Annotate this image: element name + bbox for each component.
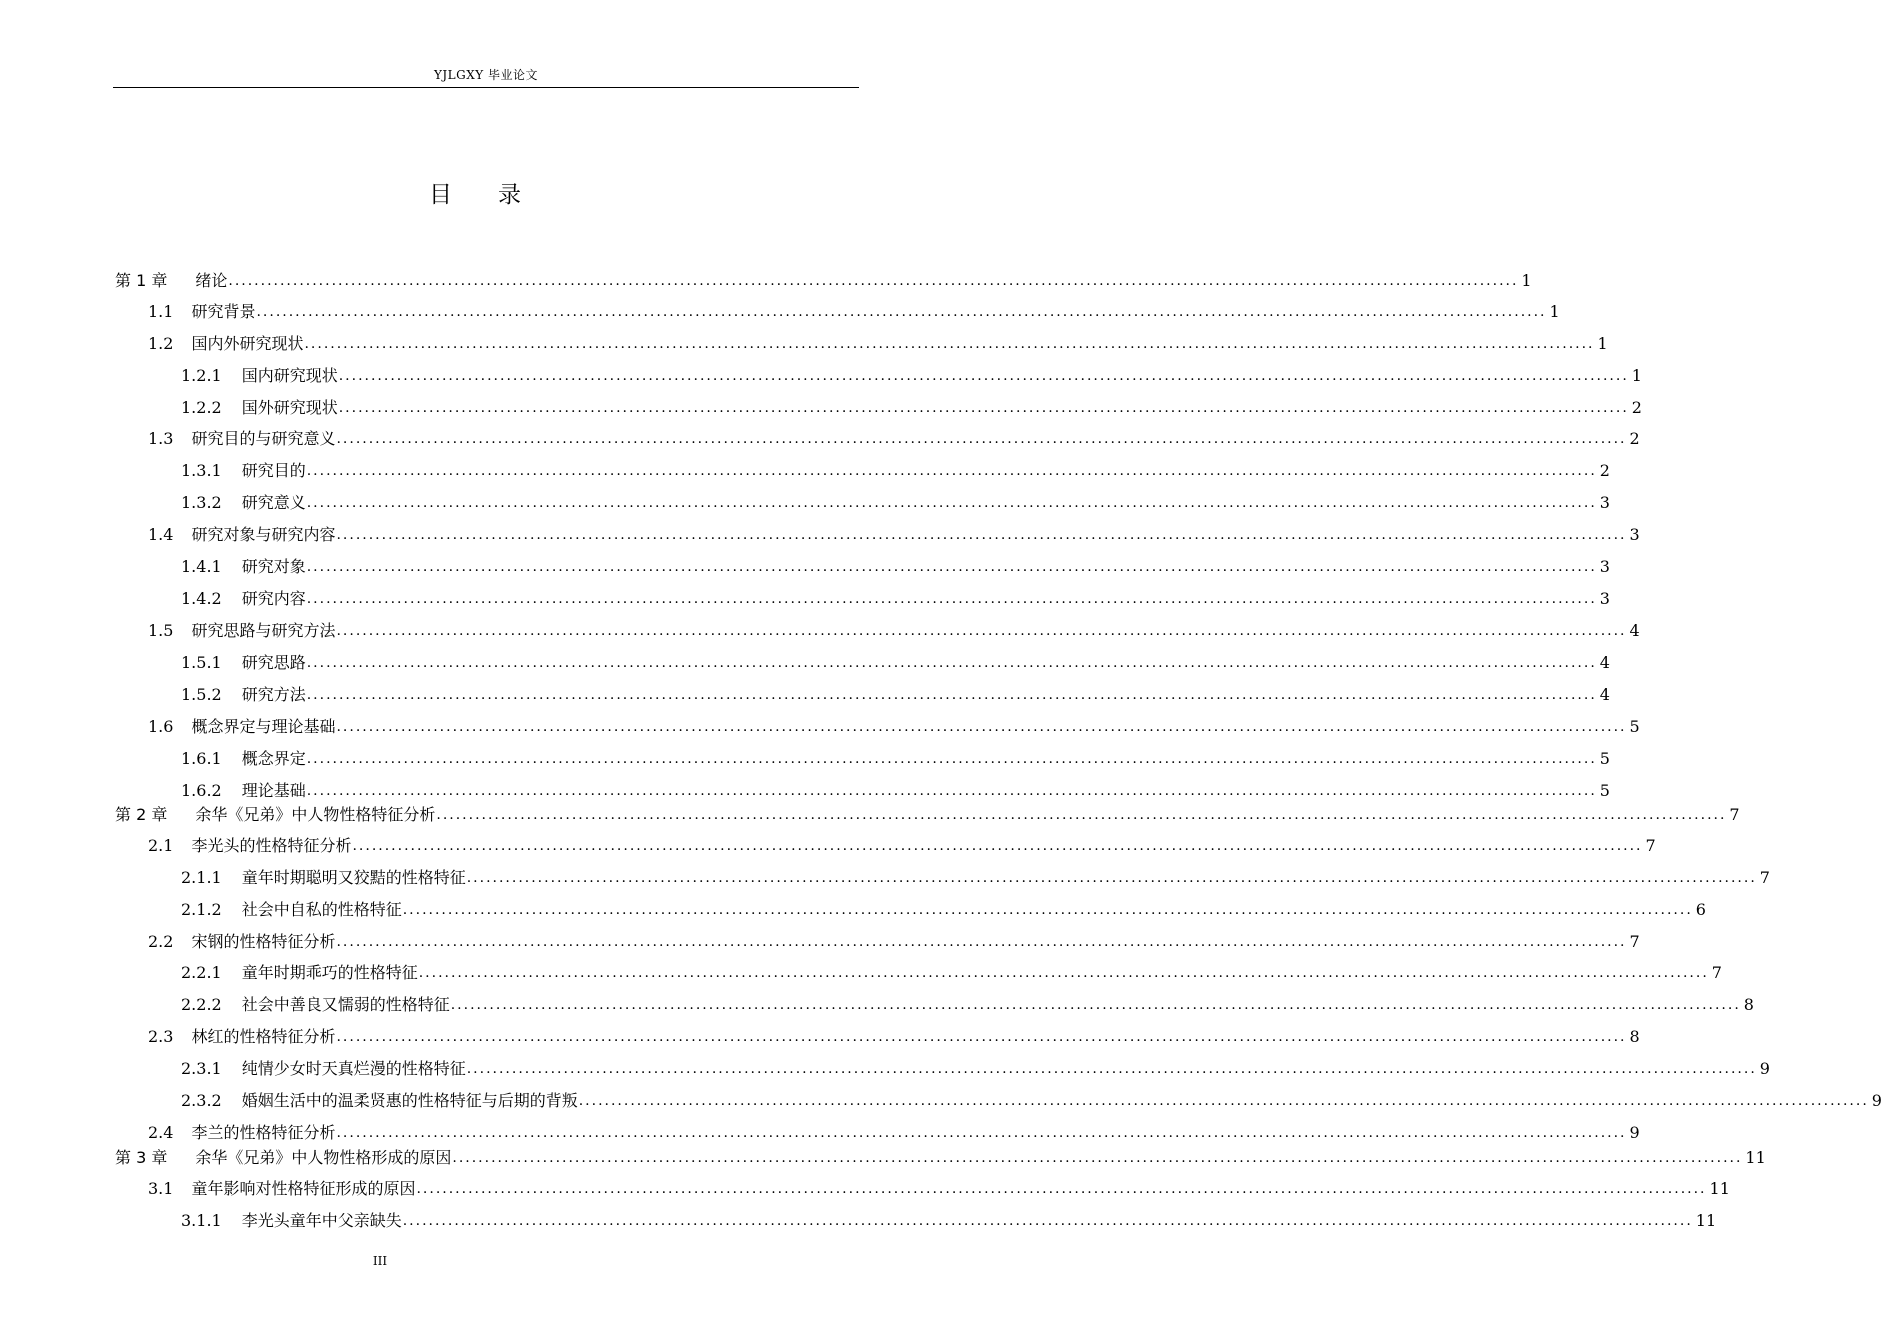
toc-entry-title: 国内外研究现状 (191, 334, 304, 353)
toc-entry-number: 1.2 (148, 334, 174, 353)
toc-entry-page: 1 (1521, 271, 1532, 290)
toc-entry-page: 8 (1743, 995, 1754, 1014)
toc-entry[interactable] (0, 1210, 1717, 1232)
toc-entry-title: 理论基础 (241, 781, 306, 800)
toc-entry-number: 1.6 (148, 717, 174, 736)
toc-entry-number: 第 2 章 (115, 805, 168, 824)
toc-entry-title: 李兰的性格特征分析 (191, 1123, 336, 1142)
toc-dot-leader: ........................................................................................................................................................................................................ (338, 368, 1629, 384)
toc-entry-title: 研究对象 (241, 557, 306, 576)
toc-entry-number: 1.5 (148, 621, 174, 640)
toc-entry-title: 余华《兄弟》中人物性格形成的原因 (195, 1148, 452, 1167)
toc-entry-number: 1.3 (148, 429, 174, 448)
toc-entry-page: 6 (1695, 900, 1706, 919)
toc-entry-number: 1.5.1 (181, 653, 222, 672)
toc-entry-number: 2.3.1 (181, 1059, 222, 1078)
page-number: III (372, 1254, 388, 1268)
toc-entry[interactable] (0, 524, 1640, 546)
toc-entry-page: 1 (1631, 366, 1642, 385)
toc-dot-leader: ........................................................................................................................................................................................................ (306, 495, 1597, 511)
toc-entry-title: 童年时期聪明又狡黠的性格特征 (241, 868, 466, 887)
toc-entry[interactable] (0, 716, 1640, 738)
toc-dot-leader: ........................................................................................................................................................................................................ (306, 559, 1597, 575)
toc-entry[interactable] (0, 931, 1640, 953)
toc-entry-number: 第 3 章 (115, 1148, 168, 1167)
toc-entry[interactable] (0, 397, 1642, 419)
toc-dot-leader: ........................................................................................................................................................................................................ (336, 934, 1627, 950)
toc-dot-leader: ........................................................................................................................................................................................................ (306, 783, 1597, 799)
toc-entry-page: 4 (1599, 653, 1610, 672)
toc-chapter-entry[interactable] (0, 270, 1532, 292)
toc-entry[interactable] (0, 962, 1722, 984)
toc-entry-title: 婚姻生活中的温柔贤惠的性格特征与后期的背叛 (241, 1091, 578, 1110)
toc-entry-page: 11 (1745, 1148, 1766, 1167)
toc-entry[interactable] (0, 1178, 1730, 1200)
toc-dot-leader: ........................................................................................................................................................................................................ (304, 336, 1595, 352)
toc-entry[interactable] (0, 748, 1610, 770)
toc-entry[interactable] (0, 899, 1706, 921)
toc-dot-leader: ........................................................................................................................................................................................................ (452, 1150, 1743, 1166)
toc-entry[interactable] (0, 428, 1640, 450)
toc-entry-page: 1 (1597, 334, 1608, 353)
toc-dot-leader: ........................................................................................................................................................................................................ (336, 1125, 1627, 1141)
toc-entry-page: 9 (1871, 1091, 1882, 1110)
toc-entry-title: 国外研究现状 (241, 398, 338, 417)
toc-entry-number: 2.2 (148, 932, 174, 951)
toc-entry[interactable] (0, 365, 1642, 387)
toc-dot-leader: ........................................................................................................................................................................................................ (336, 1029, 1627, 1045)
toc-entry-page: 3 (1599, 557, 1610, 576)
toc-entry[interactable] (0, 994, 1754, 1016)
toc-entry-title: 童年时期乖巧的性格特征 (241, 963, 418, 982)
header-rule (113, 87, 859, 88)
toc-entry-title: 概念界定与理论基础 (191, 717, 336, 736)
toc-entry-page: 4 (1599, 685, 1610, 704)
page-title-part2: 录 (498, 182, 521, 208)
toc-entry-title: 李光头童年中父亲缺失 (241, 1211, 402, 1230)
toc-dot-leader: ........................................................................................................................................................................................................ (306, 687, 1597, 703)
toc-entry-number: 1.5.2 (181, 685, 222, 704)
running-header: YJLGXY 毕业论文 (433, 68, 539, 82)
toc-dot-leader: ........................................................................................................................................................................................................ (402, 902, 1693, 918)
toc-entry-page: 9 (1759, 1059, 1770, 1078)
toc-dot-leader: ........................................................................................................................................................................................................ (336, 719, 1627, 735)
toc-entry-title: 纯情少女时天真烂漫的性格特征 (241, 1059, 466, 1078)
toc-entry[interactable] (0, 1090, 1882, 1112)
toc-entry-page: 4 (1629, 621, 1640, 640)
toc-entry-number: 1.6.2 (181, 781, 222, 800)
toc-entry-page: 2 (1599, 461, 1610, 480)
toc-entry-title: 研究方法 (241, 685, 306, 704)
toc-entry-title: 绪论 (195, 271, 228, 290)
toc-entry-title: 社会中自私的性格特征 (241, 900, 402, 919)
page-title (0, 176, 950, 209)
toc-entry-title: 国内研究现状 (241, 366, 338, 385)
toc-dot-leader: ........................................................................................................................................................................................................ (306, 463, 1597, 479)
toc-entry-number: 1.2.2 (181, 398, 222, 417)
toc-entry[interactable] (0, 835, 1656, 857)
toc-entry-number: 1.1 (148, 302, 174, 321)
toc-entry-title: 研究目的 (241, 461, 306, 480)
toc-entry-title: 概念界定 (241, 749, 306, 768)
toc-entry[interactable] (0, 492, 1610, 514)
toc-entry[interactable] (0, 1058, 1770, 1080)
toc-dot-leader: ........................................................................................................................................................................................................ (336, 623, 1627, 639)
toc-dot-leader: ........................................................................................................................................................................................................ (306, 591, 1597, 607)
toc-entry[interactable] (0, 588, 1610, 610)
toc-entry-number: 1.4.2 (181, 589, 222, 608)
toc-entry-title: 研究对象与研究内容 (191, 525, 336, 544)
toc-entry-title: 研究背景 (191, 302, 256, 321)
toc-entry-number: 1.6.1 (181, 749, 222, 768)
toc-entry-number: 3.1 (148, 1179, 174, 1198)
toc-entry-title: 李光头的性格特征分析 (191, 836, 352, 855)
toc-entry-number: 1.2.1 (181, 366, 222, 385)
toc-entry-page: 7 (1629, 932, 1640, 951)
toc-entry[interactable] (0, 460, 1610, 482)
toc-dot-leader: ........................................................................................................................................................................................................ (466, 870, 1757, 886)
toc-dot-leader: ........................................................................................................................................................................................................ (450, 997, 1741, 1013)
toc-dot-leader: ........................................................................................................................................................................................................ (306, 751, 1597, 767)
toc-entry-number: 2.3.2 (181, 1091, 222, 1110)
toc-dot-leader: ........................................................................................................................................................................................................ (436, 807, 1727, 823)
toc-entry-number: 2.4 (148, 1123, 174, 1142)
toc-entry[interactable] (0, 652, 1610, 674)
toc-dot-leader: ........................................................................................................................................................................................................ (336, 527, 1627, 543)
toc-dot-leader: ........................................................................................................................................................................................................ (256, 304, 1547, 320)
toc-chapter-entry[interactable] (0, 804, 1740, 826)
toc-entry-title: 研究思路 (241, 653, 306, 672)
toc-entry-number: 2.1 (148, 836, 174, 855)
toc-entry-number: 2.2.2 (181, 995, 222, 1014)
toc-dot-leader: ........................................................................................................................................................................................................ (306, 655, 1597, 671)
toc-entry-number: 2.3 (148, 1027, 174, 1046)
toc-entry-page: 2 (1629, 429, 1640, 448)
toc-entry-page: 5 (1629, 717, 1640, 736)
toc-entry[interactable] (0, 301, 1560, 323)
toc-entry[interactable] (0, 684, 1610, 706)
toc-entry-page: 9 (1629, 1123, 1640, 1142)
toc-entry-title: 宋钢的性格特征分析 (191, 932, 336, 951)
toc-dot-leader: ........................................................................................................................................................................................................ (416, 1181, 1707, 1197)
toc-entry-title: 研究思路与研究方法 (191, 621, 336, 640)
toc-dot-leader: ........................................................................................................................................................................................................ (418, 965, 1709, 981)
toc-dot-leader: ........................................................................................................................................................................................................ (466, 1061, 1757, 1077)
toc-entry-page: 11 (1709, 1179, 1730, 1198)
toc-entry-page: 7 (1729, 805, 1740, 824)
toc-entry-number: 1.3.1 (181, 461, 222, 480)
toc-entry-title: 研究意义 (241, 493, 306, 512)
page-title-part1: 目 (429, 182, 452, 208)
toc-entry-number: 1.4 (148, 525, 174, 544)
toc-entry-title: 社会中善良又懦弱的性格特征 (241, 995, 450, 1014)
toc-entry-number: 2.2.1 (181, 963, 222, 982)
toc-entry-page: 5 (1599, 781, 1610, 800)
toc-entry-number: 2.1.2 (181, 900, 222, 919)
toc-entry-title: 研究目的与研究意义 (191, 429, 336, 448)
toc-entry-number: 3.1.1 (181, 1211, 222, 1230)
toc-dot-leader: ........................................................................................................................................................................................................ (338, 400, 1629, 416)
toc-entry[interactable] (0, 333, 1608, 355)
toc-entry-title: 余华《兄弟》中人物性格特征分析 (195, 805, 436, 824)
toc-entry-number: 1.3.2 (181, 493, 222, 512)
toc-dot-leader: ........................................................................................................................................................................................................ (336, 431, 1627, 447)
toc-entry-number: 第 1 章 (115, 271, 168, 290)
toc-entry-page: 3 (1599, 589, 1610, 608)
toc-entry-page: 5 (1599, 749, 1610, 768)
toc-entry-page: 1 (1549, 302, 1560, 321)
toc-dot-leader: ........................................................................................................................................................................................................ (402, 1213, 1693, 1229)
toc-entry-page: 7 (1759, 868, 1770, 887)
toc-entry[interactable] (0, 780, 1610, 802)
toc-entry-page: 7 (1645, 836, 1656, 855)
toc-entry[interactable] (0, 620, 1640, 642)
toc-entry-title: 研究内容 (241, 589, 306, 608)
toc-entry-number: 1.4.1 (181, 557, 222, 576)
toc-entry-number: 2.1.1 (181, 868, 222, 887)
toc-dot-leader: ........................................................................................................................................................................................................ (228, 273, 1519, 289)
toc-entry-page: 11 (1695, 1211, 1717, 1230)
toc-entry-title: 童年影响对性格特征形成的原因 (191, 1179, 416, 1198)
toc-entry[interactable] (0, 867, 1770, 889)
toc-entry-page: 2 (1631, 398, 1642, 417)
toc-entry[interactable] (0, 1026, 1640, 1048)
toc-entry[interactable] (0, 1122, 1640, 1144)
toc-entry-page: 3 (1599, 493, 1610, 512)
toc-entry-title: 林红的性格特征分析 (191, 1027, 336, 1046)
toc-dot-leader: ........................................................................................................................................................................................................ (578, 1093, 1869, 1109)
toc-dot-leader: ........................................................................................................................................................................................................ (352, 838, 1643, 854)
toc-entry-page: 3 (1629, 525, 1640, 544)
toc-chapter-entry[interactable] (0, 1147, 1766, 1169)
toc-entry-page: 8 (1629, 1027, 1640, 1046)
toc-entry[interactable] (0, 556, 1610, 578)
toc-entry-page: 7 (1711, 963, 1722, 982)
